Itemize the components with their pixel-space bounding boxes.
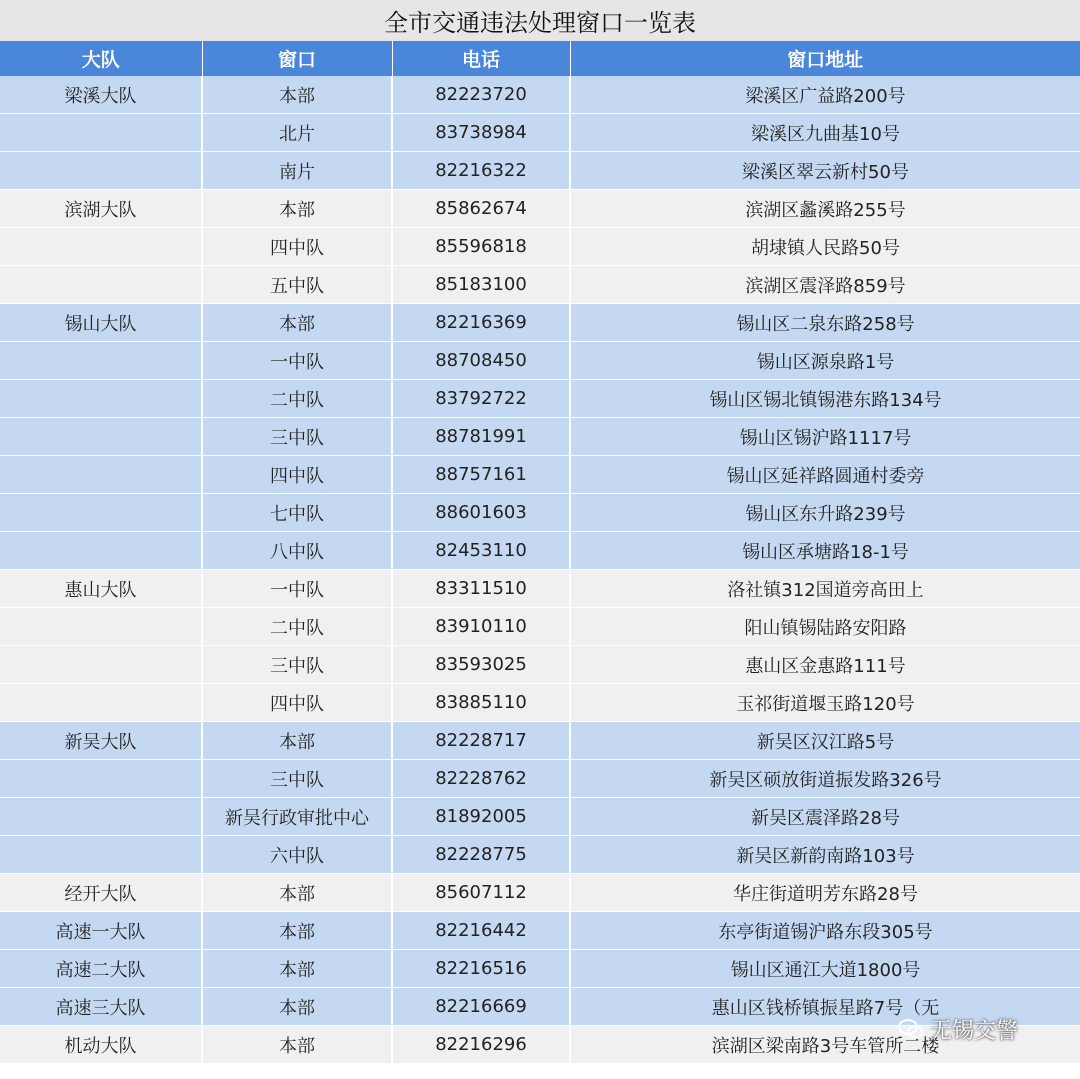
cell-brigade: 梁溪大队 — [0, 76, 202, 114]
table-row — [0, 798, 1080, 836]
cell-phone: 85862674 — [392, 190, 570, 228]
cell-brigade — [0, 836, 202, 874]
cell-phone: 85596818 — [392, 228, 570, 266]
cell-phone: 83311510 — [392, 570, 570, 608]
cell-window: 五中队 — [202, 266, 392, 304]
header-phone: 电话 — [392, 41, 570, 76]
cell-window: 本部 — [202, 874, 392, 912]
cell-window: 本部 — [202, 304, 392, 342]
cell-brigade — [0, 684, 202, 722]
cell-phone: 82228717 — [392, 722, 570, 760]
cell-window: 本部 — [202, 1026, 392, 1064]
cell-phone: 88781991 — [392, 418, 570, 456]
cell-address: 新吴区震泽路28号 — [570, 798, 1080, 836]
cell-phone: 82216516 — [392, 950, 570, 988]
cell-address: 阳山镇锡陆路安阳路 — [570, 608, 1080, 646]
header-brigade: 大队 — [0, 41, 202, 76]
cell-brigade: 高速一大队 — [0, 912, 202, 950]
cell-address: 新吴区硕放街道振发路326号 — [570, 760, 1080, 798]
cell-window: 七中队 — [202, 494, 392, 532]
cell-brigade — [0, 760, 202, 798]
cell-window: 南片 — [202, 152, 392, 190]
cell-brigade: 锡山大队 — [0, 304, 202, 342]
cell-phone: 82223720 — [392, 76, 570, 114]
cell-phone: 83885110 — [392, 684, 570, 722]
cell-phone: 82453110 — [392, 532, 570, 570]
cell-brigade — [0, 228, 202, 266]
cell-address: 新吴区汉江路5号 — [570, 722, 1080, 760]
cell-phone: 82228775 — [392, 836, 570, 874]
cell-window: 新吴行政审批中心 — [202, 798, 392, 836]
table-row — [0, 912, 1080, 950]
cell-window: 四中队 — [202, 456, 392, 494]
cell-address: 锡山区延祥路圆通村委旁 — [570, 456, 1080, 494]
table-row — [0, 418, 1080, 456]
cell-brigade — [0, 418, 202, 456]
cell-phone: 83738984 — [392, 114, 570, 152]
cell-address: 梁溪区九曲基10号 — [570, 114, 1080, 152]
table-row — [0, 342, 1080, 380]
table-row — [0, 304, 1080, 342]
cell-window: 三中队 — [202, 418, 392, 456]
cell-phone: 88601603 — [392, 494, 570, 532]
table-row — [0, 988, 1080, 1026]
cell-phone: 81892005 — [392, 798, 570, 836]
table-row — [0, 76, 1080, 114]
cell-brigade — [0, 380, 202, 418]
cell-phone: 83792722 — [392, 380, 570, 418]
cell-window: 三中队 — [202, 646, 392, 684]
table-row — [0, 760, 1080, 798]
table-row — [0, 152, 1080, 190]
cell-address: 新吴区新韵南路103号 — [570, 836, 1080, 874]
watermark-text: 无锡交警 — [930, 1018, 1019, 1044]
table-body — [0, 76, 1080, 1064]
cell-phone: 83910110 — [392, 608, 570, 646]
cell-address: 锡山区承塘路18-1号 — [570, 532, 1080, 570]
cell-address: 华庄街道明芳东路28号 — [570, 874, 1080, 912]
cell-brigade: 高速二大队 — [0, 950, 202, 988]
cell-brigade — [0, 266, 202, 304]
cell-brigade — [0, 494, 202, 532]
table-header-row — [0, 41, 1080, 76]
cell-window: 本部 — [202, 950, 392, 988]
cell-brigade — [0, 798, 202, 836]
cell-address: 锡山区锡沪路1117号 — [570, 418, 1080, 456]
cell-address: 东亭街道锡沪路东段305号 — [570, 912, 1080, 950]
cell-phone: 88757161 — [392, 456, 570, 494]
cell-phone: 82216369 — [392, 304, 570, 342]
traffic-window-table — [0, 41, 1080, 1064]
table-row — [0, 532, 1080, 570]
table-row — [0, 874, 1080, 912]
cell-address: 洛社镇312国道旁高田上 — [570, 570, 1080, 608]
cell-window: 一中队 — [202, 342, 392, 380]
cell-brigade — [0, 152, 202, 190]
cell-address: 梁溪区广益路200号 — [570, 76, 1080, 114]
cell-address: 胡埭镇人民路50号 — [570, 228, 1080, 266]
cell-window: 三中队 — [202, 760, 392, 798]
cell-address: 惠山区金惠路111号 — [570, 646, 1080, 684]
cell-brigade: 经开大队 — [0, 874, 202, 912]
cell-brigade: 机动大队 — [0, 1026, 202, 1064]
cell-phone: 82216442 — [392, 912, 570, 950]
cell-window: 本部 — [202, 988, 392, 1026]
cell-phone: 82216322 — [392, 152, 570, 190]
page-title: 全市交通违法处理窗口一览表 — [0, 0, 1080, 41]
table-row — [0, 608, 1080, 646]
table-row — [0, 836, 1080, 874]
cell-brigade: 惠山大队 — [0, 570, 202, 608]
table-row — [0, 114, 1080, 152]
table-row — [0, 722, 1080, 760]
table-row — [0, 456, 1080, 494]
table-row — [0, 190, 1080, 228]
cell-brigade — [0, 456, 202, 494]
cell-window: 本部 — [202, 912, 392, 950]
cell-window: 二中队 — [202, 608, 392, 646]
cell-brigade: 新吴大队 — [0, 722, 202, 760]
cell-address: 梁溪区翠云新村50号 — [570, 152, 1080, 190]
cell-brigade: 滨湖大队 — [0, 190, 202, 228]
table-row — [0, 380, 1080, 418]
cell-phone: 83593025 — [392, 646, 570, 684]
table-row — [0, 228, 1080, 266]
cell-brigade — [0, 532, 202, 570]
cell-brigade — [0, 114, 202, 152]
table-row — [0, 950, 1080, 988]
header-address: 窗口地址 — [570, 41, 1080, 76]
cell-phone: 82216669 — [392, 988, 570, 1026]
cell-address: 锡山区二泉东路258号 — [570, 304, 1080, 342]
table-row — [0, 570, 1080, 608]
cell-window: 本部 — [202, 76, 392, 114]
cell-window: 四中队 — [202, 228, 392, 266]
cell-phone: 82228762 — [392, 760, 570, 798]
table-row — [0, 684, 1080, 722]
cell-window: 四中队 — [202, 684, 392, 722]
header-window: 窗口 — [202, 41, 392, 76]
table-row — [0, 494, 1080, 532]
cell-address: 锡山区源泉路1号 — [570, 342, 1080, 380]
table-row — [0, 646, 1080, 684]
cell-address: 滨湖区梁南路3号车管所二楼 — [570, 1026, 1080, 1064]
cell-phone: 88708450 — [392, 342, 570, 380]
cell-brigade — [0, 342, 202, 380]
cell-phone: 85183100 — [392, 266, 570, 304]
cell-window: 北片 — [202, 114, 392, 152]
cell-window: 二中队 — [202, 380, 392, 418]
cell-address: 锡山区锡北镇锡港东路134号 — [570, 380, 1080, 418]
cell-address: 锡山区通江大道1800号 — [570, 950, 1080, 988]
cell-address: 滨湖区蠡溪路255号 — [570, 190, 1080, 228]
cell-address: 锡山区东升路239号 — [570, 494, 1080, 532]
table-row — [0, 266, 1080, 304]
cell-window: 六中队 — [202, 836, 392, 874]
cell-phone: 82216296 — [392, 1026, 570, 1064]
cell-window: 一中队 — [202, 570, 392, 608]
cell-window: 本部 — [202, 190, 392, 228]
cell-window: 本部 — [202, 722, 392, 760]
table-row — [0, 1026, 1080, 1064]
cell-address: 惠山区钱桥镇振星路7号（无 — [570, 988, 1080, 1026]
cell-brigade — [0, 646, 202, 684]
cell-brigade: 高速三大队 — [0, 988, 202, 1026]
cell-brigade — [0, 608, 202, 646]
cell-window: 八中队 — [202, 532, 392, 570]
cell-phone: 85607112 — [392, 874, 570, 912]
cell-address: 滨湖区震泽路859号 — [570, 266, 1080, 304]
cell-address: 玉祁街道堰玉路120号 — [570, 684, 1080, 722]
